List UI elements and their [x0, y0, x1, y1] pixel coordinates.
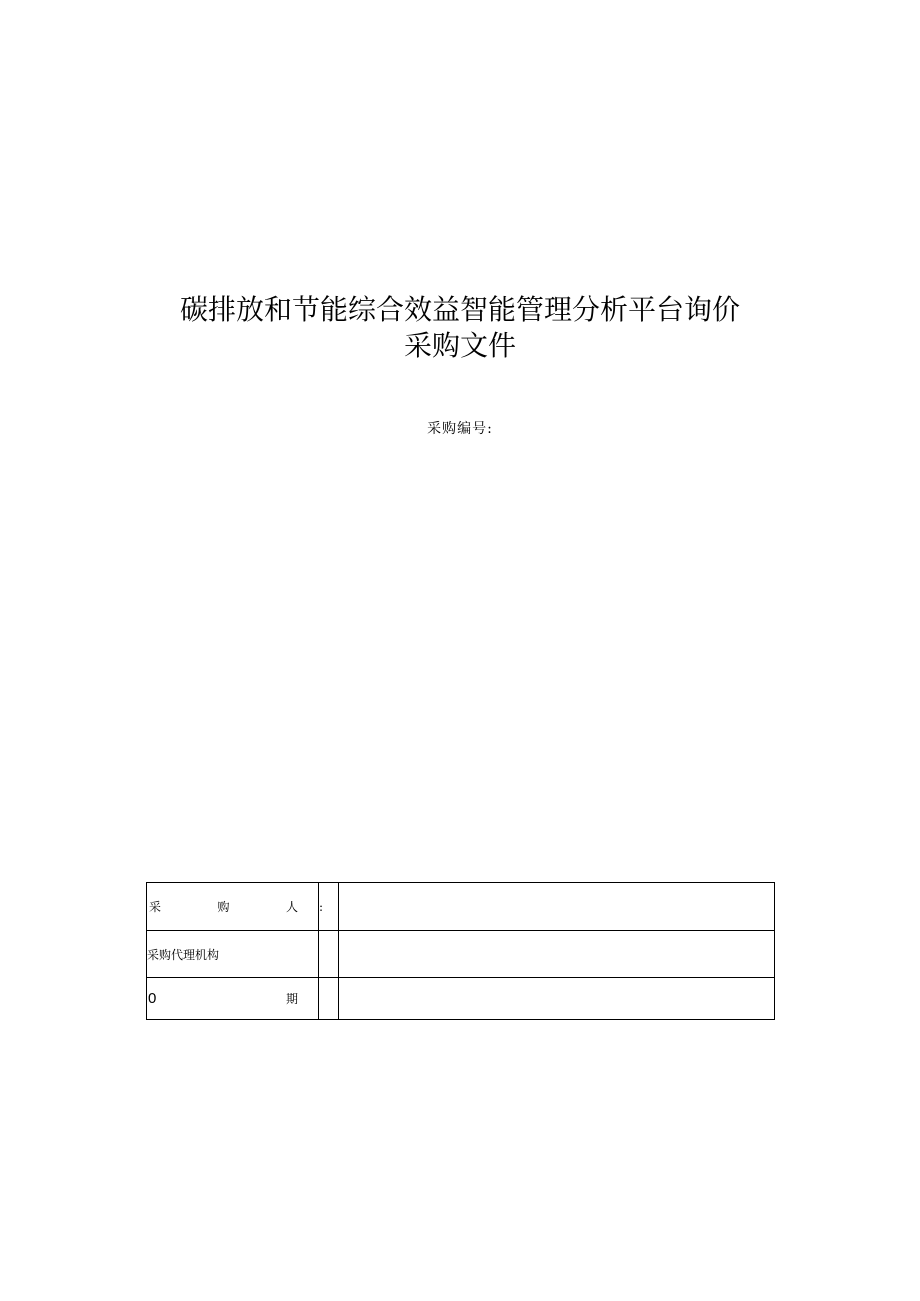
table-row-agency	[147, 931, 775, 978]
date-colon	[319, 978, 339, 1020]
agency-colon	[319, 931, 339, 978]
info-table	[146, 882, 775, 1020]
purchaser-colon: :	[319, 883, 339, 931]
purchaser-label-char-2: 购	[217, 900, 230, 914]
purchaser-label-char-3: 人	[285, 900, 298, 914]
table-row-date	[147, 978, 775, 1020]
table-row-purchaser	[147, 883, 775, 931]
purchaser-label-cell	[147, 883, 319, 931]
agency-value	[339, 931, 775, 978]
purchaser-value	[339, 883, 775, 931]
document-title-line-1: 碳排放和节能综合效益智能管理分析平台询价	[179, 293, 740, 326]
agency-label: 采购代理机构	[147, 931, 319, 978]
purchaser-label-char-1: 采	[149, 900, 162, 914]
procurement-number-label: 采购编号:	[427, 421, 493, 437]
date-label-prefix: 0	[148, 990, 157, 1007]
date-label-cell	[147, 978, 319, 1020]
date-value	[339, 978, 775, 1020]
document-title-line-2: 采购文件	[403, 329, 516, 362]
date-label-char: 期	[285, 992, 298, 1006]
